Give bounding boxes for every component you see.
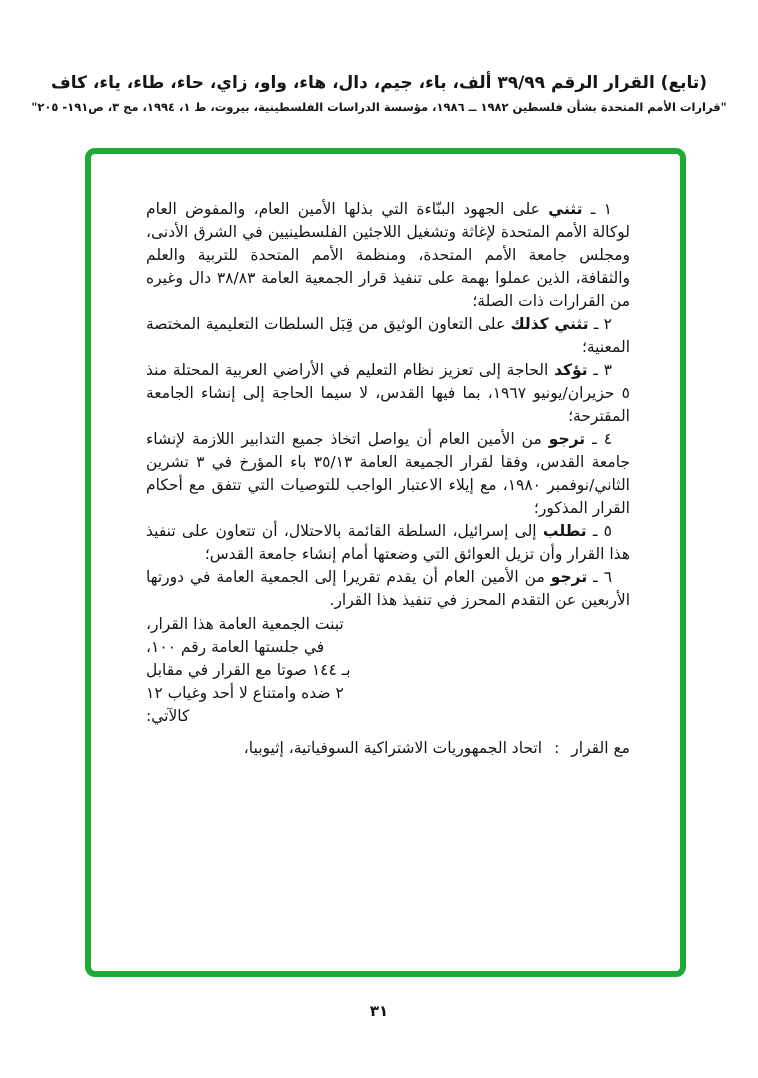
vote-label: مع القرار <box>571 739 630 757</box>
resolution-paragraph <box>146 359 630 428</box>
adoption-line: تبنت الجمعية العامة هذا القرار، <box>146 615 344 633</box>
page-number: ٣١ <box>369 1002 389 1020</box>
paragraph-number: ٦ ـ <box>593 568 613 586</box>
resolution-title: (تابع) القرار الرقم ٣٩/٩٩ ألف، باء، جيم، دال، هاء، واو، زاي، حاء، طاء، ياء، كاف <box>51 73 707 93</box>
paragraph-number: ٤ ـ <box>592 430 613 448</box>
resolution-paragraph <box>146 313 630 359</box>
resolution-paragraph <box>146 198 630 313</box>
paragraph-text: على التعاون الوثيق من قِبَل السلطات التعليمية المختصة المعنية؛ <box>146 315 630 356</box>
adoption-line: كالآتي: <box>146 707 190 725</box>
paragraph-lead-verb: ترجو <box>548 430 586 448</box>
adoption-line: ٢ ضده وامتناع لا أحد وغياب ١٢ <box>146 684 344 702</box>
resolution-paragraph <box>146 428 630 520</box>
page-footer <box>0 1002 758 1020</box>
source-citation: "قرارات الأمم المتحدة بشأن فلسطين ١٩٨٢ ــ ١٩٨٦، مؤسسة الدراسات الفلسطينية، بيروت، ط ١، ١٩٩٤، مج ٣، ص١٩١- ٢٠٥" <box>31 100 727 114</box>
paragraph-lead-verb: تثني <box>548 200 583 218</box>
vote-result-line <box>146 737 630 760</box>
paragraph-text: إلى إسرائيل، السلطة القائمة بالاحتلال، أن تتعاون على تنفيذ هذا القرار وأن تزيل العوائق التي وضعتها أمام إنشاء جامعة القدس؛ <box>146 522 630 563</box>
adoption-line: في جلستها العامة رقم ١٠٠، <box>146 638 325 656</box>
content-frame <box>85 148 686 977</box>
paragraph-lead-verb: ترجو <box>550 568 588 586</box>
page-header <box>0 72 758 115</box>
paragraph-lead-verb: تطلب <box>542 522 587 540</box>
adoption-line: بـ ١٤٤ صوتا مع القرار في مقابل <box>146 661 351 679</box>
vote-countries: اتحاد الجمهوريات الاشتراكية السوفياتية، إثيوبيا، <box>243 739 543 757</box>
paragraph-text: من الأمين العام أن يقدم تقريرا إلى الجمعية العامة في دورتها الأربعين عن التقدم المحرز في تنفيذ هذا القرار. <box>146 568 630 609</box>
paragraph-list <box>146 198 630 612</box>
resolution-paragraph <box>146 566 630 612</box>
resolution-body <box>146 198 630 760</box>
resolution-paragraph <box>146 520 630 566</box>
paragraph-number: ٥ ـ <box>592 522 612 540</box>
paragraph-number: ١ ـ <box>590 200 612 218</box>
paragraph-text: من الأمين العام أن يواصل اتخاذ جميع التدابير اللازمة لإنشاء جامعة القدس، وفقا لقرار الجميعة العامة ٣٥/١٣ باء المؤرخ في ٣ تشرين الثاني/نوفمبر ١٩٨٠، مع إيلاء الاعتبار الواجب للتوصيات التي تتفق مع أحكام القرار المذكور؛ <box>146 430 631 517</box>
paragraph-lead-verb: تثني كذلك <box>510 315 589 333</box>
paragraph-text: على الجهود البنّاءة التي بذلها الأمين العام، والمفوض العام لوكالة الأمم المتحدة لإغاثة وتشغيل اللاجئين الفلسطينيين في الشرق الأدنى، ومجلس جامعة الأمم المتحدة، ومنظمة الأمم المتحدة للتربية والعلم والثقافة، الذين عملوا بهمة على تنفيذ قرار الجمعية العامة ٣٨/٨٣ دال وغيره من القرارات ذات الصلة؛ <box>146 200 631 310</box>
paragraph-text: الحاجة إلى تعزيز نظام التعليم في الأراضي العربية المحتلة منذ ٥ حزيران/يونيو ١٩٦٧، بما فيها القدس، لا سيما الحاجة إلى إنشاء الجامعة المقترحة؛ <box>146 361 630 425</box>
adoption-block <box>146 613 630 728</box>
paragraph-number: ٢ ـ <box>593 315 612 333</box>
paragraph-number: ٣ ـ <box>593 361 612 379</box>
vote-colon: : <box>554 739 560 757</box>
paragraph-lead-verb: تؤكد <box>554 361 588 379</box>
